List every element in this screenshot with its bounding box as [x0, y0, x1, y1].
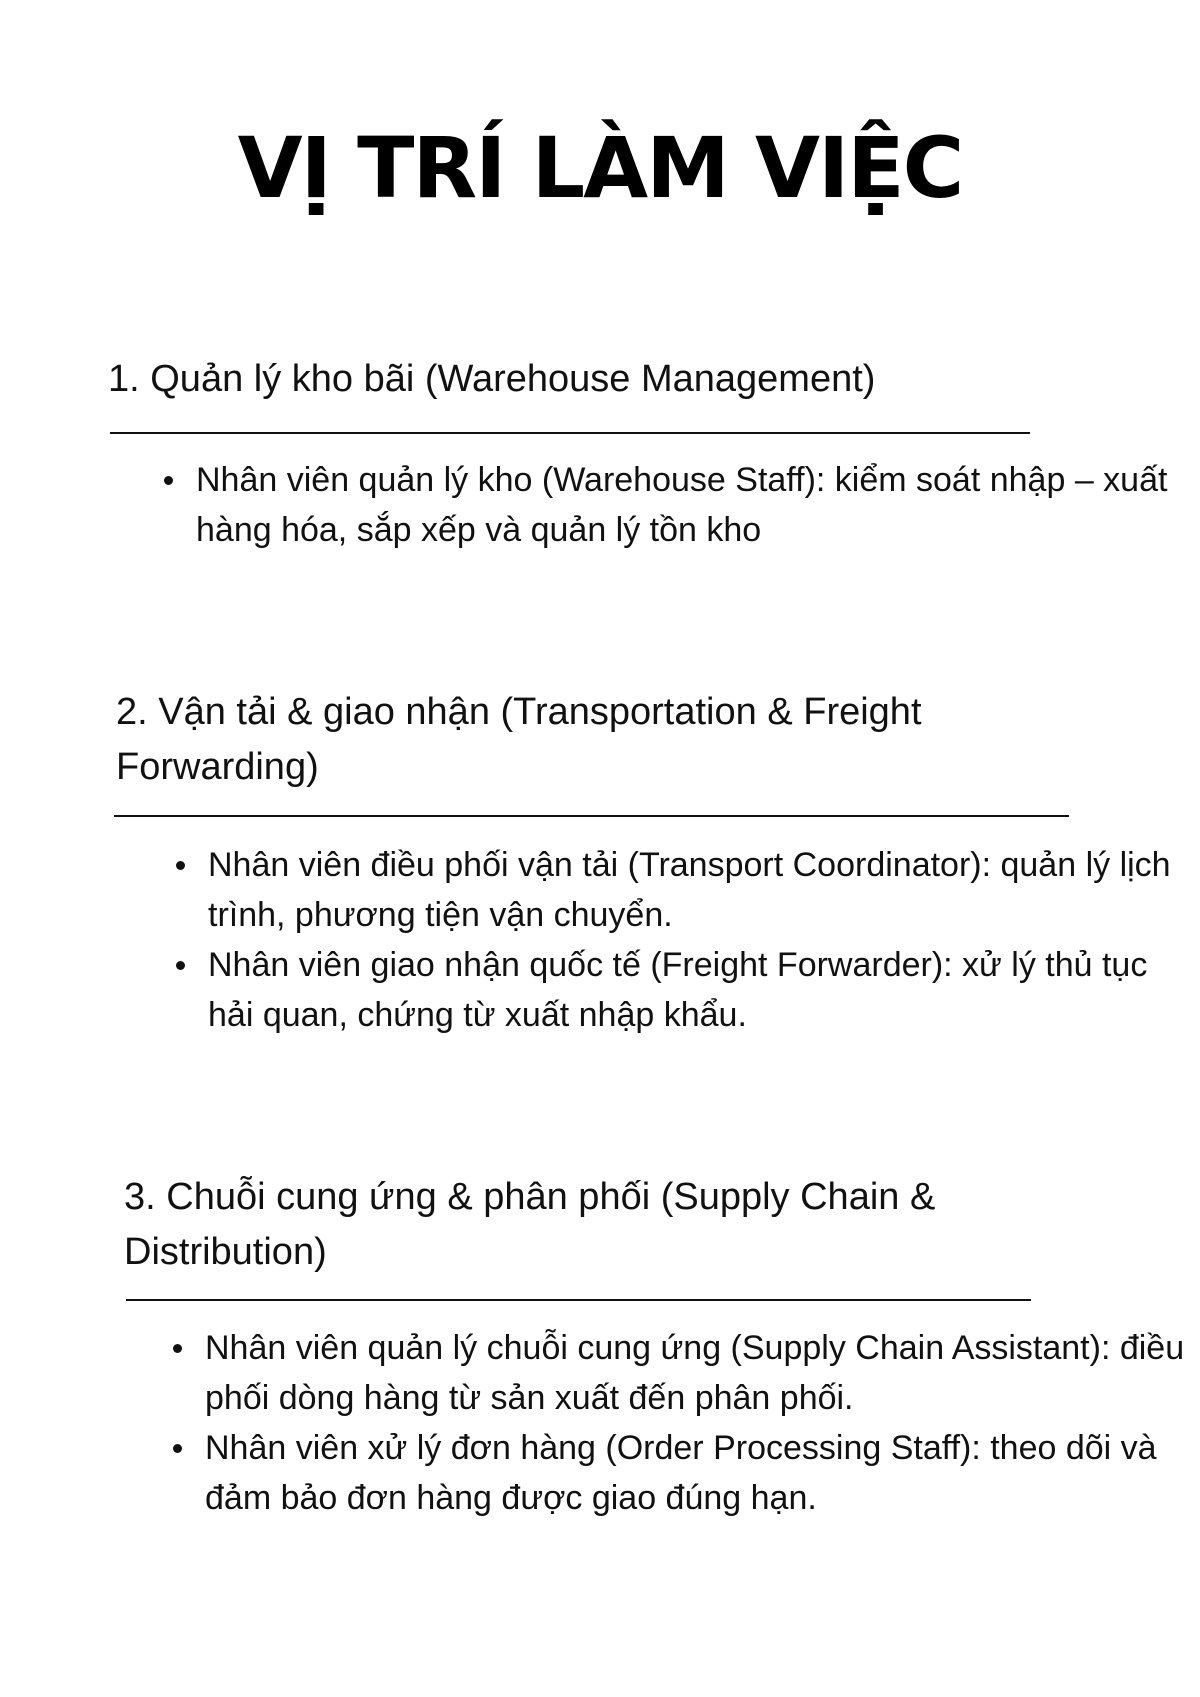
list-item-text: Nhân viên điều phối vận tải (Transport Coordinator): quản lý lịch trình, phương tiện vận chuyển. [208, 846, 1171, 934]
list-item-text: Nhân viên quản lý chuỗi cung ứng (Supply Chain Assistant): điều phối dòng hàng từ sản xuất đến phân phối. [205, 1329, 1185, 1417]
bullet-icon [176, 961, 185, 970]
section-divider [110, 432, 1030, 434]
page-title: VỊ TRÍ LÀM VIỆC [237, 119, 963, 217]
section-heading-supply-chain: 3. Chuỗi cung ứng & phân phối (Supply Chain & Distribution) [124, 1176, 936, 1273]
list-item [170, 940, 1180, 1040]
list-item-text: Nhân viên giao nhận quốc tế (Freight Forwarder): xử lý thủ tục hải quan, chứng từ xuất nhập khẩu. [208, 946, 1148, 1034]
list-item [170, 840, 1180, 940]
bullet-list [170, 840, 1180, 1040]
section-heading-warehouse: 1. Quản lý kho bãi (Warehouse Management) [108, 358, 876, 400]
bullet-icon [173, 1344, 182, 1353]
bullet-list [167, 1323, 1192, 1523]
section-divider [126, 1299, 1031, 1301]
bullet-list [158, 455, 1188, 555]
list-item-text: Nhân viên xử lý đơn hàng (Order Processing Staff): theo dõi và đảm bảo đơn hàng được giao đúng hạn. [205, 1429, 1157, 1517]
section-heading-transportation: 2. Vận tải & giao nhận (Transportation & Freight Forwarding) [116, 691, 922, 788]
section-divider [114, 815, 1069, 817]
list-item [167, 1323, 1192, 1423]
list-item [167, 1423, 1192, 1523]
bullet-icon [173, 1444, 182, 1453]
bullet-icon [176, 861, 185, 870]
list-item-text: Nhân viên quản lý kho (Warehouse Staff): kiểm soát nhập – xuất hàng hóa, sắp xếp và quản lý tồn kho [196, 461, 1168, 549]
bullet-icon [164, 476, 173, 485]
list-item [158, 455, 1188, 555]
